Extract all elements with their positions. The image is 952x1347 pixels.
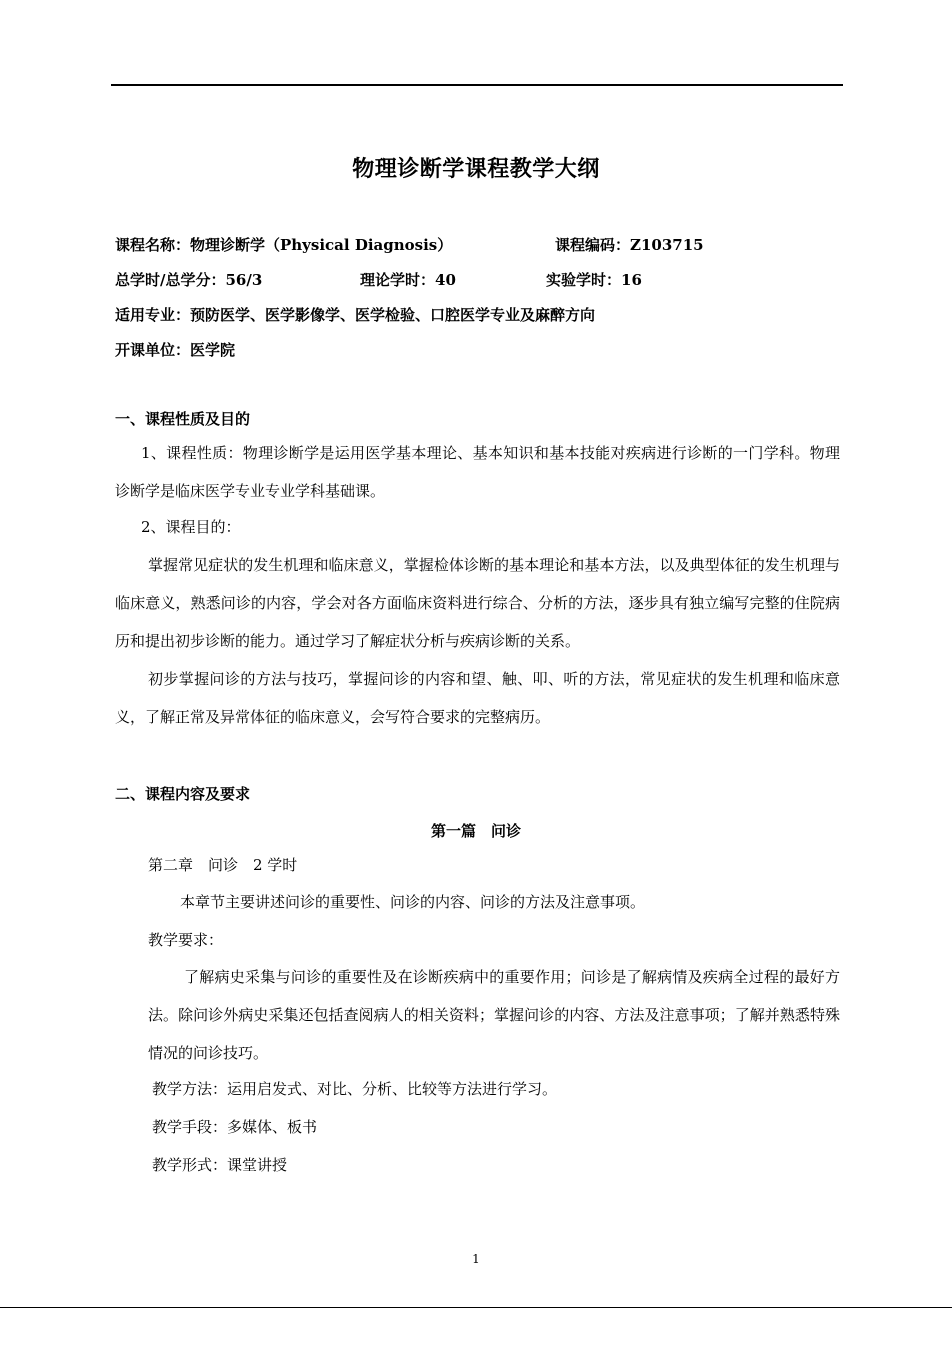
section-1-heading: 一、课程性质及目的 [115, 410, 251, 428]
section-2-heading: 二、课程内容及要求 [115, 785, 251, 803]
chapter-title: 第二章 问诊 2 学时 [148, 856, 298, 874]
applicable-majors: 适用专业：预防医学、医学影像学、医学检验、口腔医学专业及麻醉方向 [115, 306, 596, 324]
footer-rule [0, 1307, 952, 1308]
course-purpose-paragraph-2: 初步掌握问诊的方法与技巧，掌握问诊的内容和望、触、叩、听的方法，常见症状的发生机理和临床意义，了解正常及异常体征的临床意义，会写符合要求的完整病历。 [115, 670, 840, 726]
course-purpose-label: 2、课程目的： [141, 518, 241, 536]
offering-unit: 开课单位：医学院 [115, 341, 236, 359]
total-hours-credits: 总学时/总学分：56/3 [115, 271, 263, 289]
teaching-requirements-label: 教学要求： [148, 931, 224, 949]
header-rule [111, 84, 843, 86]
course-name: 课程名称：物理诊断学（Physical Diagnosis） [115, 236, 453, 254]
teaching-method: 教学方法：运用启发式、对比、分析、比较等方法进行学习。 [152, 1080, 558, 1098]
course-purpose-paragraph-1: 掌握常见症状的发生机理和临床意义，掌握检体诊断的基本理论和基本方法，以及典型体征的发生机理与临床意义，熟悉问诊的内容，学会对各方面临床资料进行综合、分析的方法，逐步具有独立编写完整的住院病历和提出初步诊断的能力。通过学习了解症状分析与疾病诊断的关系。 [115, 556, 840, 650]
chapter-summary: 本章节主要讲述问诊的重要性、问诊的内容、问诊的方法及注意事项。 [180, 893, 646, 911]
course-nature-paragraph: 1、课程性质：物理诊断学是运用医学基本理论、基本知识和基本技能对疾病进行诊断的一门学科。物理诊断学是临床医学专业专业学科基础课。 [115, 444, 840, 500]
teaching-requirements-text: 了解病史采集与问诊的重要性及在诊断疾病中的重要作用；问诊是了解病情及疾病全过程的最好方法。除问诊外病史采集还包括查阅病人的相关资料；掌握问诊的内容、方法及注意事项；了解并熟悉特殊情况的问诊技巧。 [148, 968, 840, 1062]
document-title: 物理诊断学课程教学大纲 [352, 156, 600, 182]
teaching-means: 教学手段：多媒体、板书 [152, 1118, 318, 1136]
lab-hours: 实验学时：16 [546, 271, 642, 289]
teaching-form: 教学形式：课堂讲授 [152, 1156, 288, 1174]
page-number: 1 [472, 1252, 480, 1266]
theory-hours: 理论学时：40 [360, 271, 456, 289]
part-title: 第一篇 问诊 [430, 822, 521, 840]
course-code: 课程编码：Z103715 [555, 236, 704, 254]
